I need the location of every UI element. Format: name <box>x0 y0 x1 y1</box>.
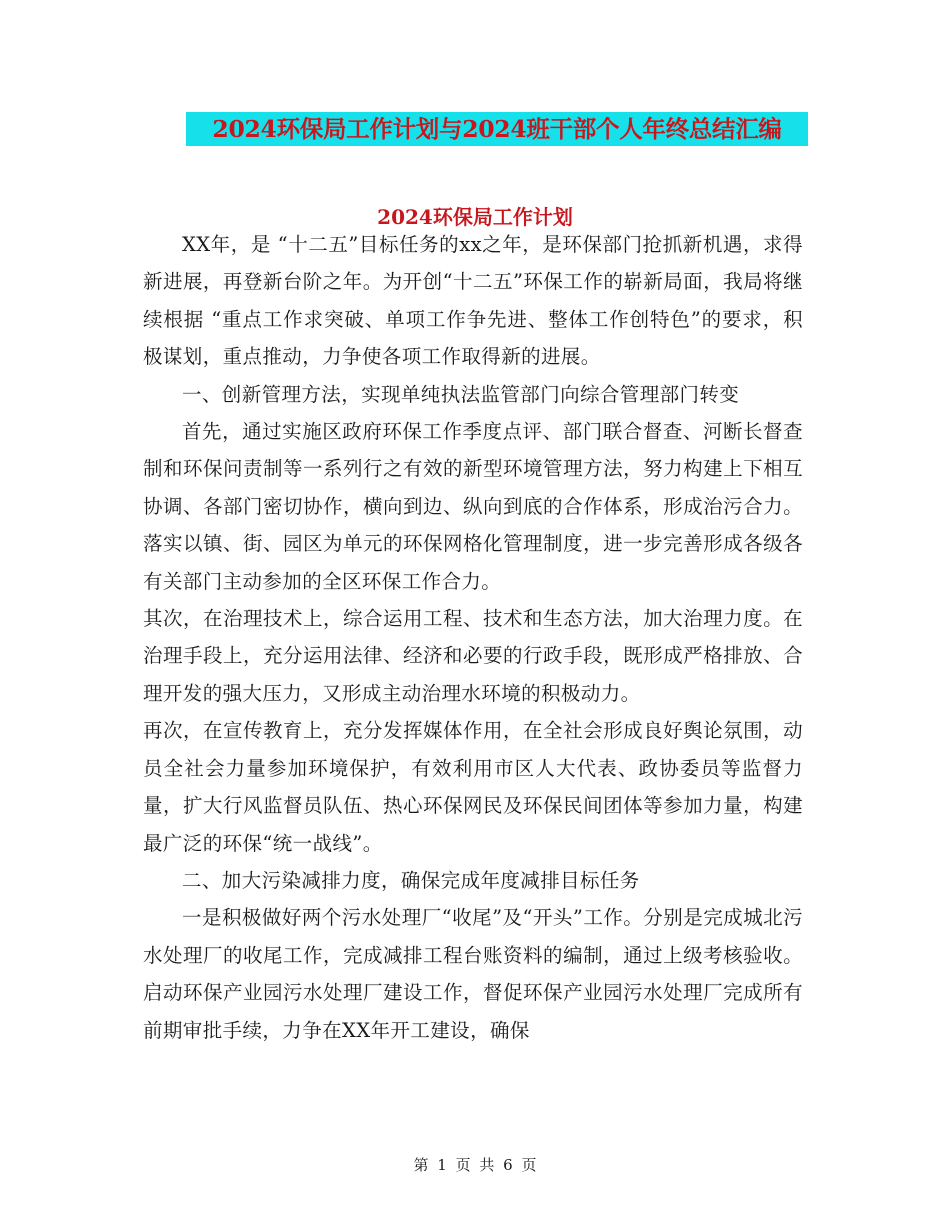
paragraph: 一、创新管理方法，实现单纯执法监管部门向综合管理部门转变 <box>182 382 740 406</box>
paragraph: 二、加大污染减排力度，确保完成年度减排目标任务 <box>182 868 640 892</box>
paragraph: 一是积极做好两个污水处理厂“收尾”及“开头”工作。分别是完成城北污水处理厂的收尾工作，完成减排工程台账资料的编制，通过上级考核验收。启动环保产业园污水处理厂建设工作，督促环保产业园污水处理厂完成所有前期审批手续，力争在XX年开工建设，确保 <box>143 906 803 1042</box>
document-title: 2024环保局工作计划与2024班干部个人年终总结汇编 <box>186 112 808 146</box>
section-title: 2024环保局工作计划 <box>377 205 573 229</box>
document-body <box>143 226 803 1049</box>
page-number-footer: 第 1 页 共 6 页 <box>413 1156 537 1174</box>
paragraph: XX年，是 “十二五”目标任务的xx之年，是环保部门抢抓新机遇，求得新进展，再登新台阶之年。为开创“十二五”环保工作的崭新局面，我局将继续根据 “重点工作求突破、单项工作争先进、整体工作创特色”的要求，积极谋划，重点推动，力争使各项工作取得新的进展。 <box>143 233 803 369</box>
paragraph: 其次，在治理技术上，综合运用工程、技术和生态方法，加大治理力度。在治理手段上，充分运用法律、经济和必要的行政手段，既形成严格排放、合理开发的强大压力，又形成主动治理水环境的积极动力。 <box>143 607 803 705</box>
paragraph: 再次，在宣传教育上，充分发挥媒体作用，在全社会形成良好舆论氛围，动员全社会力量参加环境保护，有效利用市区人大代表、政协委员等监督力量，扩大行风监督员队伍、热心环保网民及环保民间团体等参加力量，构建最广泛的环保“统一战线”。 <box>143 719 803 855</box>
paragraph: 首先，通过实施区政府环保工作季度点评、部门联合督查、河断长督查制和环保问责制等一系列行之有效的新型环境管理方法，努力构建上下相互协调、各部门密切协作，横向到边、纵向到底的合作体系，形成治污合力。落实以镇、街、园区为单元的环保网格化管理制度，进一步完善形成各级各有关部门主动参加的全区环保工作合力。 <box>143 420 803 593</box>
